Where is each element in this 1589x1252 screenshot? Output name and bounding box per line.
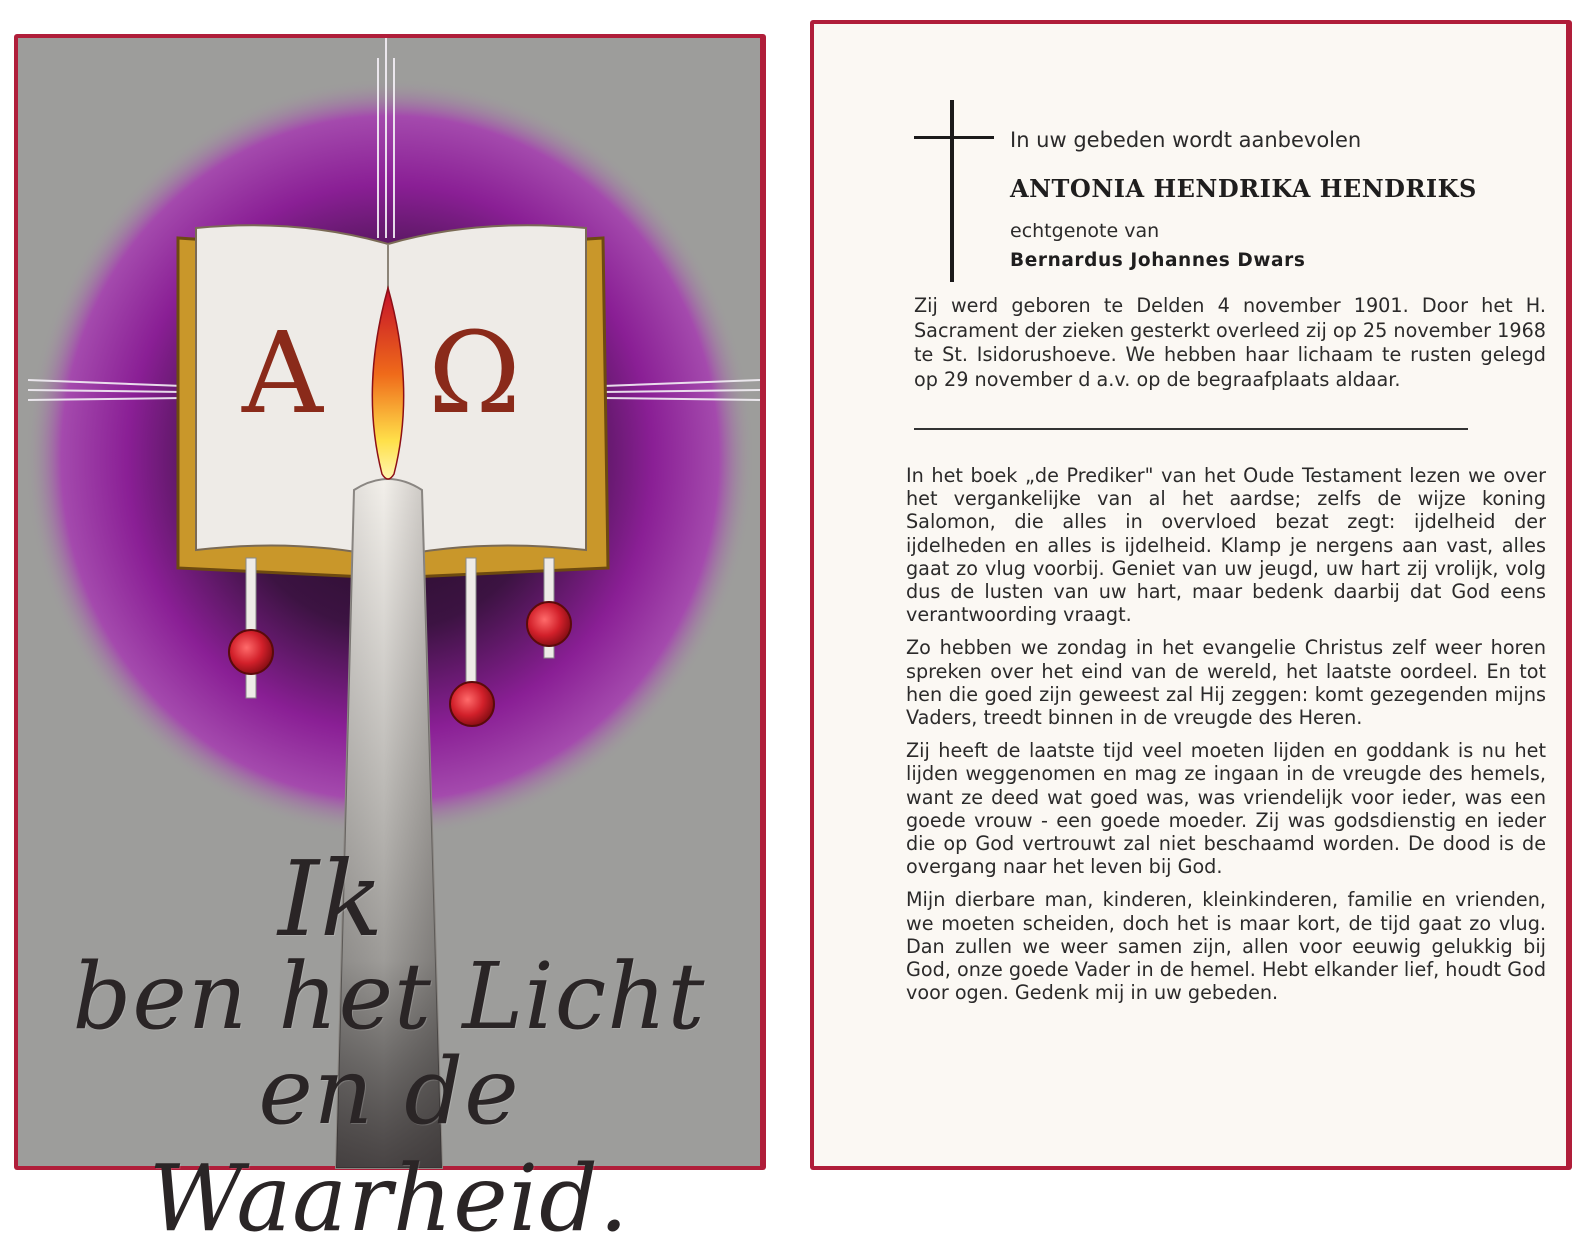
spouse-label: echtgenote van — [1010, 220, 1160, 242]
meditation-text — [906, 464, 1546, 1014]
prayer-card-front — [14, 34, 766, 1252]
card-front-illustration — [18, 38, 760, 1252]
section-divider — [914, 428, 1468, 430]
paragraph: In het boek „de Prediker" van het Oude Testament lezen we over het vergankelijke van al het aardse; zelfs de wijze koning Salomon, die alles in overvloed bezat zegt: ijdelheid der ijdelheden en alles is ijdelheid. Klamp je nergens aan vast, alles gaat zo vlug voorbij. Geniet van uw jeugd, uw hart zij vrolijk, volg dus de lusten van uw hart, maar bedenk daarbij dat God eens verantwoording vraagt. — [906, 464, 1546, 627]
paragraph: Zo hebben we zondag in het evangelie Christus zelf weer horen spreken over het eind van de wereld, het laatste oordeel. En tot hen die goed zijn geweest zal Hij zeggen: komt gezegenden mijns Vaders, treedt binnen in de vreugde des Heren. — [906, 636, 1546, 730]
bead-left — [229, 630, 273, 674]
motto-line-2: ben het Licht — [72, 943, 706, 1050]
bead-right — [527, 602, 571, 646]
cross-icon-horizontal — [914, 136, 994, 139]
prayer-card-back — [810, 20, 1572, 1170]
spouse-name: Bernardus Johannes Dwars — [1010, 250, 1306, 271]
biography-paragraph: Zij werd geboren te Delden 4 november 1901. Door het H. Sacrament der zieken gesterkt overleed zij op 25 november 1968 te St. Isidorushoeve. We hebben haar lichaam te rusten gelegd op 29 november d a.v. op de begraafplaats aldaar. — [914, 294, 1546, 391]
card-back-text — [814, 24, 1566, 1166]
motto-line-1: Ik — [278, 838, 385, 960]
omega-letter: Ω — [428, 309, 521, 439]
recommend-line: In uw gebeden wordt aanbevolen — [1010, 128, 1362, 152]
paragraph: Mijn dierbare man, kinderen, kleinkinderen, familie en vrienden, we moeten scheiden, doch het is maar kort, de tijd gaat zo vlug. Dan zullen we weer samen zijn, allen voor eeuwig gelukkig bij God, onze goede Vader in de hemel. Hebt elkander lief, houdt God voor ogen. Gedenk mij in uw gebeden. — [906, 888, 1546, 1005]
cross-icon-vertical — [950, 100, 954, 282]
alpha-letter: A — [242, 309, 323, 439]
bead-middle — [450, 682, 494, 726]
motto-line-3: en de Waarheid. — [148, 1038, 630, 1252]
paragraph: Zij heeft de laatste tijd veel moeten lijden en goddank is nu het lijden weggenomen en mag ze ingaan in de vreugde des hemels, want ze deed wat goed was, was vriendelijk voor ieder, was een goede vrouw - een goede moeder. Zij was godsdienstig en ieder die op God vertrouwt zal niet beschaamd worden. De dood is de overgang naar het leven bij God. — [906, 739, 1546, 879]
deceased-name: ANTONIA HENDRIKA HENDRIKS — [1010, 174, 1477, 203]
